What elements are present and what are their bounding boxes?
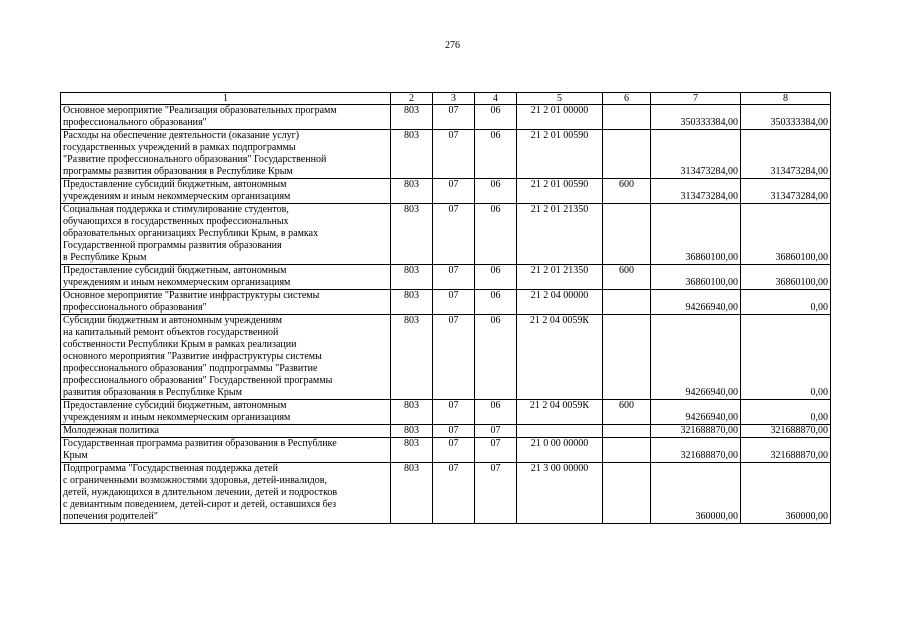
header-cell: 4 <box>475 93 517 105</box>
code-target-article: 21 2 04 0059К <box>517 315 603 400</box>
code-admin: 803 <box>391 265 433 290</box>
code-subsection: 06 <box>475 130 517 179</box>
table-row <box>61 315 831 400</box>
code-section: 07 <box>433 204 475 265</box>
code-expense-type <box>603 463 651 524</box>
code-target-article: 21 2 01 00000 <box>517 105 603 130</box>
code-target-article <box>517 425 603 438</box>
code-expense-type <box>603 130 651 179</box>
code-subsection: 07 <box>475 463 517 524</box>
amount-col7: 313473284,00 <box>651 130 741 179</box>
row-name: Предоставление субсидий бюджетным, автономным учреждениям и иным некоммерческим организациям <box>61 400 391 425</box>
code-admin: 803 <box>391 105 433 130</box>
code-subsection: 06 <box>475 105 517 130</box>
code-subsection: 06 <box>475 315 517 400</box>
code-subsection: 07 <box>475 438 517 463</box>
table-row <box>61 265 831 290</box>
code-admin: 803 <box>391 290 433 315</box>
table-row <box>61 438 831 463</box>
table-row <box>61 130 831 179</box>
code-section: 07 <box>433 179 475 204</box>
amount-col7: 313473284,00 <box>651 179 741 204</box>
code-admin: 803 <box>391 204 433 265</box>
amount-col7: 36860100,00 <box>651 265 741 290</box>
header-cell: 3 <box>433 93 475 105</box>
code-expense-type <box>603 425 651 438</box>
code-subsection: 07 <box>475 425 517 438</box>
row-name: Предоставление субсидий бюджетным, автономным учреждениям и иным некоммерческим организациям <box>61 179 391 204</box>
amount-col8: 313473284,00 <box>741 130 831 179</box>
table-row <box>61 463 831 524</box>
amount-col8: 350333384,00 <box>741 105 831 130</box>
code-expense-type <box>603 290 651 315</box>
code-section: 07 <box>433 438 475 463</box>
amount-col7: 321688870,00 <box>651 438 741 463</box>
code-subsection: 06 <box>475 204 517 265</box>
code-section: 07 <box>433 425 475 438</box>
row-name: Предоставление субсидий бюджетным, автономным учреждениям и иным некоммерческим организациям <box>61 265 391 290</box>
code-expense-type: 600 <box>603 265 651 290</box>
header-cell: 8 <box>741 93 831 105</box>
code-target-article: 21 2 01 00590 <box>517 179 603 204</box>
code-target-article: 21 0 00 00000 <box>517 438 603 463</box>
code-target-article: 21 2 04 0059К <box>517 400 603 425</box>
code-admin: 803 <box>391 400 433 425</box>
header-cell: 1 <box>61 93 391 105</box>
row-name: Основное мероприятие "Развитие инфраструктуры системы профессионального образования" <box>61 290 391 315</box>
amount-col8: 0,00 <box>741 400 831 425</box>
amount-col8: 321688870,00 <box>741 425 831 438</box>
table-row <box>61 425 831 438</box>
code-section: 07 <box>433 315 475 400</box>
row-name: Государственная программа развития образования в Республике Крым <box>61 438 391 463</box>
code-section: 07 <box>433 265 475 290</box>
amount-col8: 0,00 <box>741 315 831 400</box>
row-name: Основное мероприятие "Реализация образовательных программ профессионального образования" <box>61 105 391 130</box>
amount-col7: 36860100,00 <box>651 204 741 265</box>
header-row <box>61 93 831 105</box>
code-expense-type <box>603 105 651 130</box>
code-section: 07 <box>433 463 475 524</box>
code-target-article: 21 2 01 00590 <box>517 130 603 179</box>
code-admin: 803 <box>391 315 433 400</box>
row-name: Расходы на обеспечение деятельности (оказание услуг) государственных учреждений в рамках подпрограммы "Развитие профессионального образования" Государственной программы развития образования в Республике Крым <box>61 130 391 179</box>
code-subsection: 06 <box>475 265 517 290</box>
table-row <box>61 179 831 204</box>
code-admin: 803 <box>391 438 433 463</box>
row-name: Подпрограмма "Государственная поддержка детей с ограниченными возможностями здоровья, детей-инвалидов, детей, нуждающихся в длительном лечении, детей и подростков с девиантным поведением, детей-сирот и детей, оставшихся без попечения родителей" <box>61 463 391 524</box>
code-section: 07 <box>433 105 475 130</box>
table-row <box>61 400 831 425</box>
code-admin: 803 <box>391 179 433 204</box>
amount-col8: 36860100,00 <box>741 265 831 290</box>
table-row <box>61 290 831 315</box>
amount-col8: 313473284,00 <box>741 179 831 204</box>
code-admin: 803 <box>391 130 433 179</box>
amount-col7: 360000,00 <box>651 463 741 524</box>
amount-col7: 321688870,00 <box>651 425 741 438</box>
code-expense-type <box>603 315 651 400</box>
amount-col8: 360000,00 <box>741 463 831 524</box>
header-cell: 6 <box>603 93 651 105</box>
amount-col7: 94266940,00 <box>651 400 741 425</box>
code-admin: 803 <box>391 425 433 438</box>
amount-col7: 94266940,00 <box>651 315 741 400</box>
code-expense-type <box>603 204 651 265</box>
code-admin: 803 <box>391 463 433 524</box>
table-row <box>61 105 831 130</box>
code-target-article: 21 2 04 00000 <box>517 290 603 315</box>
code-target-article: 21 2 01 21350 <box>517 265 603 290</box>
header-cell: 5 <box>517 93 603 105</box>
amount-col8: 36860100,00 <box>741 204 831 265</box>
row-name: Социальная поддержка и стимулирование студентов, обучающихся в государственных профессиональных образовательных организациях Республики Крым, в рамках Государственной программы развития образования в Республике Крым <box>61 204 391 265</box>
amount-col7: 94266940,00 <box>651 290 741 315</box>
code-section: 07 <box>433 400 475 425</box>
code-subsection: 06 <box>475 400 517 425</box>
code-target-article: 21 2 01 21350 <box>517 204 603 265</box>
header-cell: 7 <box>651 93 741 105</box>
page-number: 276 <box>445 40 460 51</box>
row-name: Субсидии бюджетным и автономным учреждениям на капитальный ремонт объектов государственной собственности Республики Крым в рамках реализации основного мероприятия "Развитие инфраструктуры системы профессионального образования" подпрограммы "Развитие профессионального образования" Государственной программы развития образования в Республике Крым <box>61 315 391 400</box>
code-section: 07 <box>433 130 475 179</box>
code-target-article: 21 3 00 00000 <box>517 463 603 524</box>
code-subsection: 06 <box>475 179 517 204</box>
code-section: 07 <box>433 290 475 315</box>
row-name: Молодежная политика <box>61 425 391 438</box>
budget-table <box>60 92 831 524</box>
code-subsection: 06 <box>475 290 517 315</box>
amount-col8: 321688870,00 <box>741 438 831 463</box>
code-expense-type: 600 <box>603 400 651 425</box>
header-cell: 2 <box>391 93 433 105</box>
amount-col8: 0,00 <box>741 290 831 315</box>
code-expense-type: 600 <box>603 179 651 204</box>
amount-col7: 350333384,00 <box>651 105 741 130</box>
code-expense-type <box>603 438 651 463</box>
table-row <box>61 204 831 265</box>
